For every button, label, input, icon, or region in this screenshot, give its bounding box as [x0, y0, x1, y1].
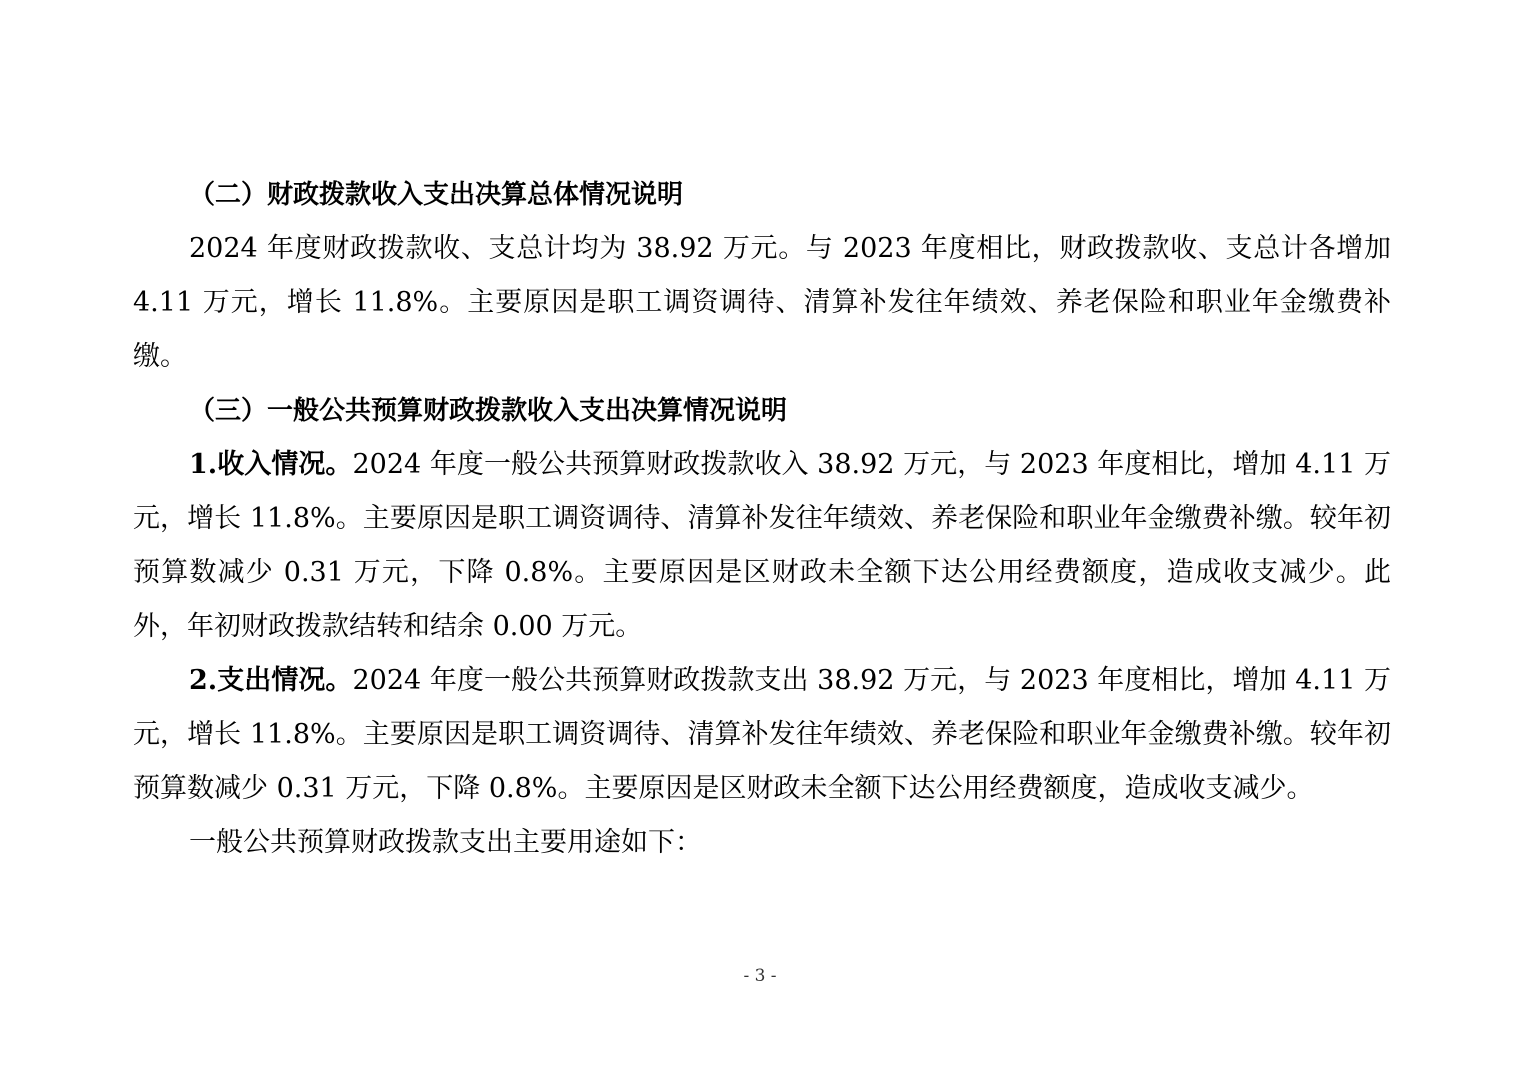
paragraph-uses-intro: 一般公共预算财政拨款支出主要用途如下：: [189, 827, 702, 858]
expenditure-label: 2.支出情况。: [189, 665, 353, 696]
section-heading-general-budget: （三）一般公共预算财政拨款收入支出决算情况说明: [189, 396, 788, 426]
paragraph-overall-summary: 2024 年度财政拨款收、支总计均为 38.92 万元。与 2023 年度相比，财政拨款收、支总计各增加 4.11 万元，增长 11.8%。主要原因是职工调资调待、清算补发往年绩效、养老保险和职业年金缴费补缴。: [133, 233, 1391, 372]
section-heading-overall: （二）财政拨款收入支出决算总体情况说明: [189, 180, 684, 210]
paragraph-income: [133, 438, 1391, 654]
expenditure-text: 2024 年度一般公共预算财政拨款支出 38.92 万元，与 2023 年度相比，增加 4.11 万元，增长 11.8%。主要原因是职工调资调待、清算补发往年绩效、养老保险和职业年金缴费补缴。较年初预算数减少 0.31 万元，下降 0.8%。主要原因是区财政未全额下达公用经费额度，造成收支减少。: [133, 665, 1392, 804]
income-text: 2024 年度一般公共预算财政拨款收入 38.92 万元，与 2023 年度相比，增加 4.11 万元，增长 11.8%。主要原因是职工调资调待、清算补发往年绩效、养老保险和职业年金缴费补缴。较年初预算数减少 0.31 万元，下降 0.8%。主要原因是区财政未全额下达公用经费额度，造成收支减少。此外，年初财政拨款结转和结余 0.00 万元。: [133, 449, 1392, 642]
page-number: - 3 -: [743, 966, 777, 986]
paragraph-expenditure: [133, 654, 1391, 816]
income-label: 1.收入情况。: [189, 449, 353, 480]
